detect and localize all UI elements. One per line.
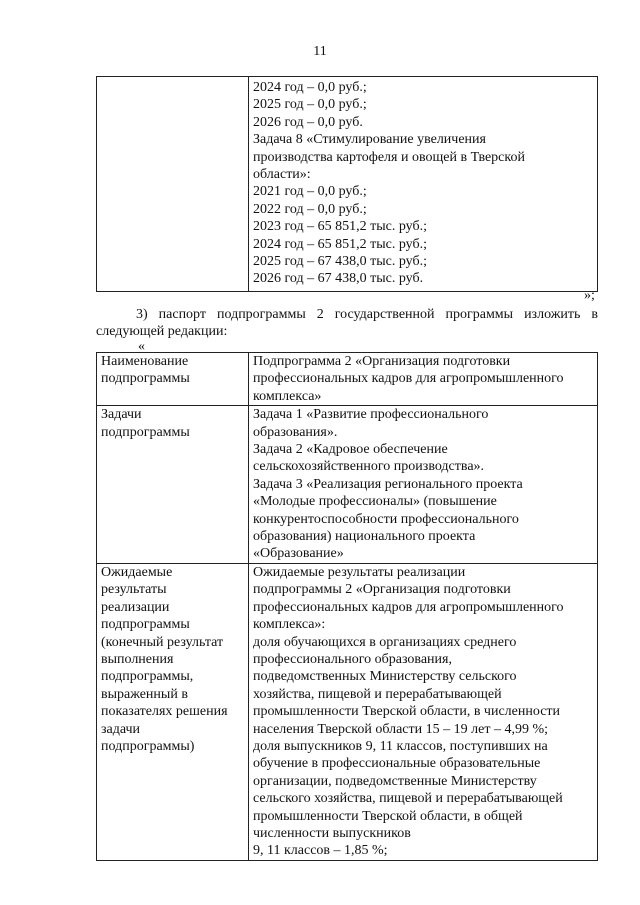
- funding-line: 2026 год – 0,0 руб.: [253, 114, 363, 130]
- row-label-results: Ожидаемые результаты реализации подпрограммы (конечный результат выполнения подпрограммы, выраженный в показателях решения задачи подпрограммы): [97, 563, 249, 860]
- row-label-tasks: Задачи подпрограммы: [97, 406, 249, 564]
- opening-quote: «: [138, 339, 145, 354]
- table-row: [97, 353, 598, 406]
- funding-line: 2025 год – 67 438,0 тыс. руб.;: [253, 254, 427, 270]
- row-label-name: Наименование подпрограммы: [97, 353, 249, 406]
- task-title-line: производства картофеля и овощей в Тверской: [253, 149, 525, 165]
- funding-line: 2025 год – 0,0 руб.;: [253, 97, 367, 113]
- table-row: [97, 406, 598, 564]
- closing-quote: »;: [584, 288, 595, 303]
- row-content-name: Подпрограмма 2 «Организация подготовки профессиональных кадров для агропромышленного комплекса»: [249, 353, 598, 406]
- subprogram-passport-table: [96, 352, 598, 861]
- table-cell-funding: [249, 77, 598, 292]
- funding-line: 2024 год – 65 851,2 тыс. руб.;: [253, 236, 427, 252]
- funding-line: 2023 год – 65 851,2 тыс. руб.;: [253, 219, 427, 235]
- paragraph-line: 3) паспорт подпрограммы 2 государственной программы изложить в: [136, 307, 598, 322]
- row-content-tasks: Задача 1 «Развитие профессионального образования». Задача 2 «Кадровое обеспечение сельскохозяйственного производства». Задача 3 «Реализация регионального проекта «Молодые профессионалы» (повышение конкурентоспособности профессионального образования) национального проекта «Образование»: [249, 406, 598, 564]
- table-row: [97, 77, 598, 292]
- funding-line: 2026 год – 67 438,0 тыс. руб.: [253, 271, 424, 287]
- task-title-line: Задача 8 «Стимулирование увеличения: [253, 132, 486, 148]
- funding-line: 2021 год – 0,0 руб.;: [253, 184, 367, 200]
- table-row: [97, 563, 598, 860]
- funding-line: 2022 год – 0,0 руб.;: [253, 201, 367, 217]
- paragraph-line: следующей редакции:: [96, 324, 228, 339]
- page-number: 11: [313, 44, 327, 59]
- row-content-results: Ожидаемые результаты реализации подпрограммы 2 «Организация подготовки профессиональных кадров для агропромышленного комплекса»: доля обучающихся в организациях среднего профессионального образования, подведомственных Министерству сельского хозяйства, пищевой и перерабатывающей промышленности Тверской области, в численности населения Тверской области 15 – 19 лет – 4,99 %; доля выпускников 9, 11 классов, поступивших на обучение в профессиональные образовательные организации, подведомственные Министерству сельского хозяйства, пищевой и перерабатывающей промышленности Тверской области, в общей численности выпускников 9, 11 классов – 1,85 %;: [249, 563, 598, 860]
- funding-line: 2024 год – 0,0 руб.;: [253, 80, 367, 95]
- amendment-paragraph: [96, 306, 598, 340]
- task-title-line: области»:: [253, 167, 311, 183]
- funding-table-continuation: [96, 76, 598, 292]
- table-cell-label-empty: [97, 77, 249, 292]
